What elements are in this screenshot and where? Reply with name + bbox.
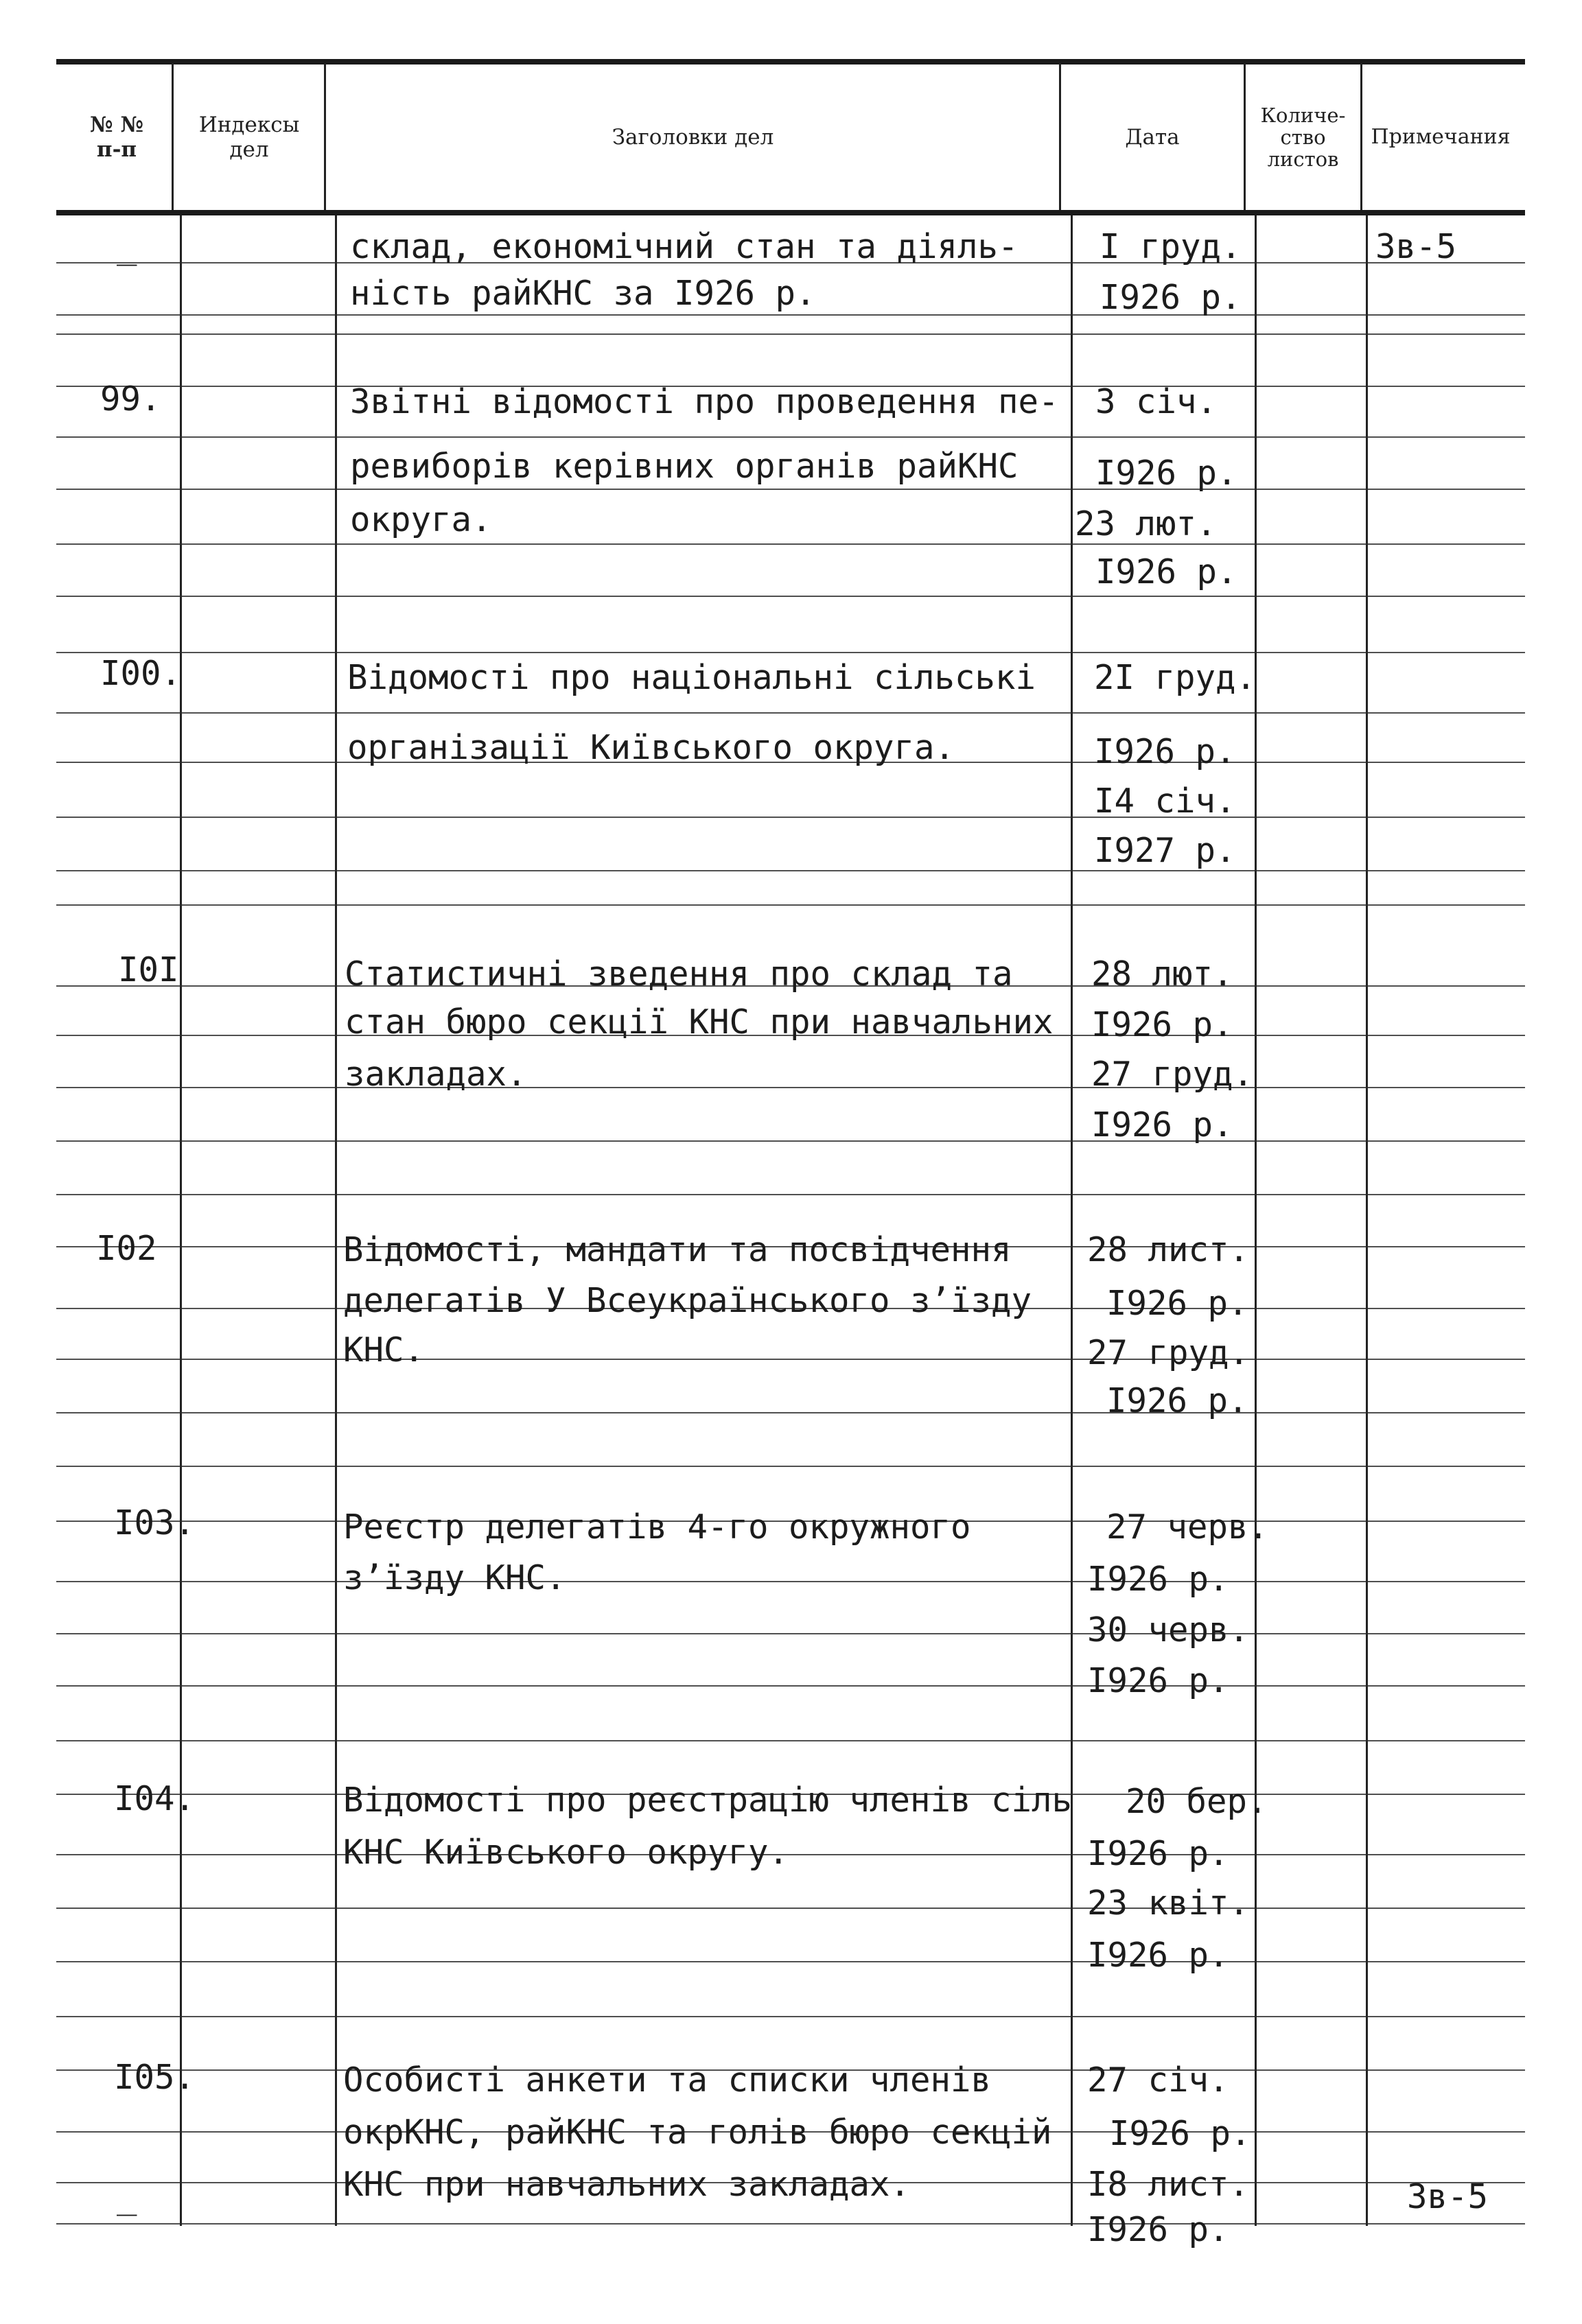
item-date: I926 р. [1095, 552, 1237, 591]
item-note: Зв-5 [1375, 227, 1457, 266]
ruled-line [56, 712, 1525, 714]
item-title-line: окрКНС, райКНС та голів бюро секцій [343, 2113, 1052, 2152]
item-date: 30 черв. [1087, 1610, 1250, 1650]
header-col-number: № № п-п [89, 113, 144, 162]
item-number: I05. [114, 2058, 196, 2097]
item-number: I00. [100, 654, 182, 693]
item-date: I груд. [1100, 227, 1242, 266]
item-title-line: КНС при навчальних закладах. [343, 2165, 911, 2204]
item-date: 23 квіт. [1087, 1883, 1250, 1923]
header-col-sheets: Количе- ство листов [1260, 104, 1346, 171]
item-title-line: делегатів У Всеукраїнського з’їзду [343, 1281, 1032, 1320]
item-title-line: КНС. [343, 1330, 425, 1370]
item-date: I926 р. [1095, 454, 1237, 493]
header-col-title: Заголовки дел [612, 125, 774, 150]
ruled-line [56, 314, 1525, 316]
item-date: 2I груд. [1094, 658, 1257, 697]
item-number: I03. [114, 1503, 196, 1542]
ruled-line [56, 1412, 1525, 1413]
item-title-line: Відомості, мандати та посвідчення [343, 1230, 1012, 1269]
ruled-line [56, 1087, 1525, 1088]
item-number: 99. [100, 379, 161, 419]
header-col-date: Дата [1125, 125, 1180, 150]
item-date: I926 р. [1087, 1560, 1229, 1599]
ruled-line [56, 543, 1525, 545]
item-title-line: округа. [350, 500, 492, 539]
item-date: I926 р. [1106, 1284, 1248, 1323]
ruled-line [56, 1740, 1525, 1741]
item-date: I4 січ. [1094, 782, 1236, 821]
item-date: I927 р. [1094, 831, 1236, 870]
ruled-line [56, 436, 1525, 438]
ruled-line [56, 489, 1525, 490]
header-divider [172, 63, 174, 210]
ruled-line [56, 1685, 1525, 1687]
ruled-line [56, 1854, 1525, 1855]
item-date: I926 р. [1087, 1936, 1229, 1975]
item-date: I926 р. [1100, 278, 1242, 317]
column-divider [1366, 215, 1368, 2226]
item-title-line: КНС Київського округу. [343, 1833, 789, 1872]
item-number: I02 [96, 1229, 157, 1268]
ruled-line [56, 1140, 1525, 1142]
item-title-line: закладах. [345, 1055, 527, 1094]
item-number: I04. [114, 1779, 196, 1818]
column-divider [180, 215, 182, 2226]
item-title-line: організації Київського округа. [347, 728, 955, 767]
item-date: 27 груд. [1091, 1055, 1254, 1094]
ruled-line [56, 333, 1525, 335]
ruled-line [56, 652, 1525, 653]
item-title-line: стан бюро секції КНС при навчальних [345, 1002, 1054, 1042]
item-date: 3 січ. [1095, 382, 1218, 421]
ruled-line [56, 2223, 1525, 2225]
ruled-line [56, 596, 1525, 597]
column-divider [335, 215, 337, 2226]
item-date: 28 лют. [1091, 954, 1233, 994]
item-title-line: склад, економічний стан та діяль- [350, 227, 1019, 266]
item-date: 27 черв. [1106, 1507, 1269, 1547]
item-title-line: Особисті анкети та списки членів [343, 2061, 992, 2100]
item-date: I926 р. [1087, 2210, 1229, 2249]
ruled-line [56, 817, 1525, 818]
ruled-line [56, 1961, 1525, 1962]
item-date: 27 груд. [1087, 1333, 1250, 1372]
item-title-line: ність райКНС за I926 р. [350, 274, 816, 313]
item-title-line: Реєстр делегатів 4-го окружного [343, 1507, 971, 1547]
item-title-line: з’їзду КНС. [343, 1558, 566, 1597]
column-divider [1071, 215, 1073, 2226]
item-date: I926 р. [1109, 2114, 1251, 2153]
ruled-line [56, 1466, 1525, 1467]
item-date: 23 лют. [1075, 504, 1217, 543]
header-divider [324, 63, 326, 210]
item-date: 28 лист. [1087, 1230, 1250, 1269]
ruled-line [56, 870, 1525, 871]
item-number: I0I [118, 950, 179, 989]
item-number: _ [117, 2177, 137, 2216]
item-title-line: Відомості про національні сільські [347, 658, 1036, 697]
header-col-notes: Примечания [1371, 125, 1511, 149]
item-date: I926 р. [1091, 1105, 1233, 1145]
item-date: I926 р. [1087, 1661, 1229, 1700]
item-date: 27 січ. [1087, 2061, 1229, 2100]
item-title-line: Відомості про реєстрацію членів сіль [343, 1781, 1073, 1820]
ruled-line [56, 1633, 1525, 1634]
header-top-rule [56, 59, 1525, 64]
ruled-line [56, 2016, 1525, 2017]
item-title-line: Статистичні зведення про склад та [345, 954, 1013, 994]
item-note: Зв-5 [1407, 2177, 1489, 2216]
item-date: I926 р. [1087, 1834, 1229, 1873]
header-col-index: Индексы дел [198, 113, 300, 162]
ruled-line [56, 904, 1525, 906]
item-title-line: ревиборів керівних органів райКНС [350, 447, 1019, 486]
item-date: I926 р. [1106, 1381, 1248, 1420]
item-date: I926 р. [1091, 1005, 1233, 1044]
ruled-line [56, 1581, 1525, 1582]
item-title-line: Звітні відомості про проведення пе- [350, 382, 1059, 421]
ruled-line [56, 1359, 1525, 1360]
ruled-line [56, 1908, 1525, 1909]
item-date: I8 лист. [1087, 2165, 1250, 2204]
item-date: I926 р. [1094, 732, 1236, 771]
item-number: _ [117, 227, 137, 266]
ruled-line [56, 1194, 1525, 1195]
header-bottom-rule [56, 210, 1525, 215]
column-divider [1255, 215, 1257, 2226]
item-date: 20 бер. [1126, 1782, 1268, 1821]
